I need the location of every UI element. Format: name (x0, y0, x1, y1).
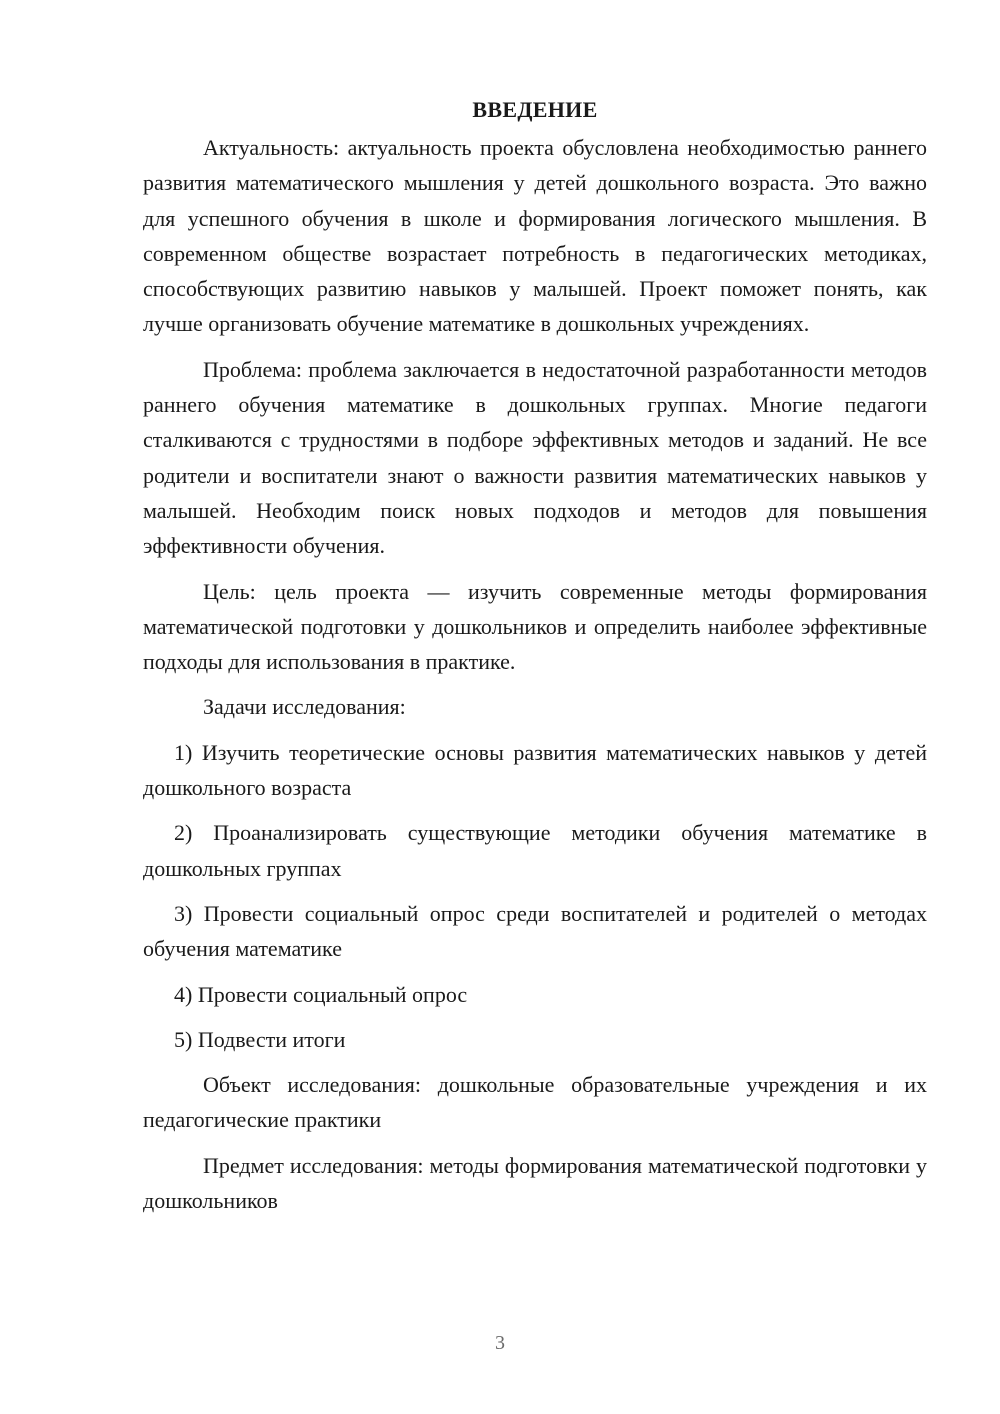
paragraph-relevance: Актуальность: актуальность проекта обусловлена необходимостью раннего развития математического мышления у детей дошкольного возраста. Это важно для успешного обучения в школе и формирования логического мышления. В современном обществе возрастает потребность в педагогических методиках, способствующих развитию навыков у малышей. Проект поможет понять, как лучше организовать обучение математике в дошкольных учреждениях. (143, 135, 927, 337)
task-item-4: 4) Провести социальный опрос (174, 981, 468, 1007)
paragraph-subject: Предмет исследования: методы формирования математической подготовки у дошкольников (143, 1152, 927, 1214)
task-item-1: 1) Изучить теоретические основы развития математических навыков у детей дошкольного возраста (143, 739, 927, 801)
paragraph-problem: Проблема: проблема заключается в недостаточной разработанности методов раннего обучения математике в дошкольных группах. Многие педагоги сталкиваются с трудностями в подборе эффективных методов и заданий. Не все родители и воспитатели знают о важности развития математических навыков у малышей. Необходим поиск новых подходов и методов для повышения эффективности обучения. (143, 356, 927, 559)
task-item-5: 5) Подвести итоги (174, 1026, 346, 1052)
paragraph-goal: Цель: цель проекта — изучить современные методы формирования математической подготовки у дошкольников и определить наиболее эффективные подходы для использования в практике. (143, 578, 927, 675)
page-number: 3 (495, 1332, 505, 1354)
task-item-3: 3) Провести социальный опрос среди воспитателей и родителей о методах обучения математике (143, 900, 927, 962)
paragraph-object: Объект исследования: дошкольные образовательные учреждения и их педагогические практики (143, 1072, 927, 1133)
page-title: ВВЕДЕНИЕ (472, 97, 598, 122)
paragraph-tasks-heading: Задачи исследования: (203, 694, 406, 720)
task-item-2: 2) Проанализировать существующие методики обучения математике в дошкольных группах (143, 820, 927, 881)
